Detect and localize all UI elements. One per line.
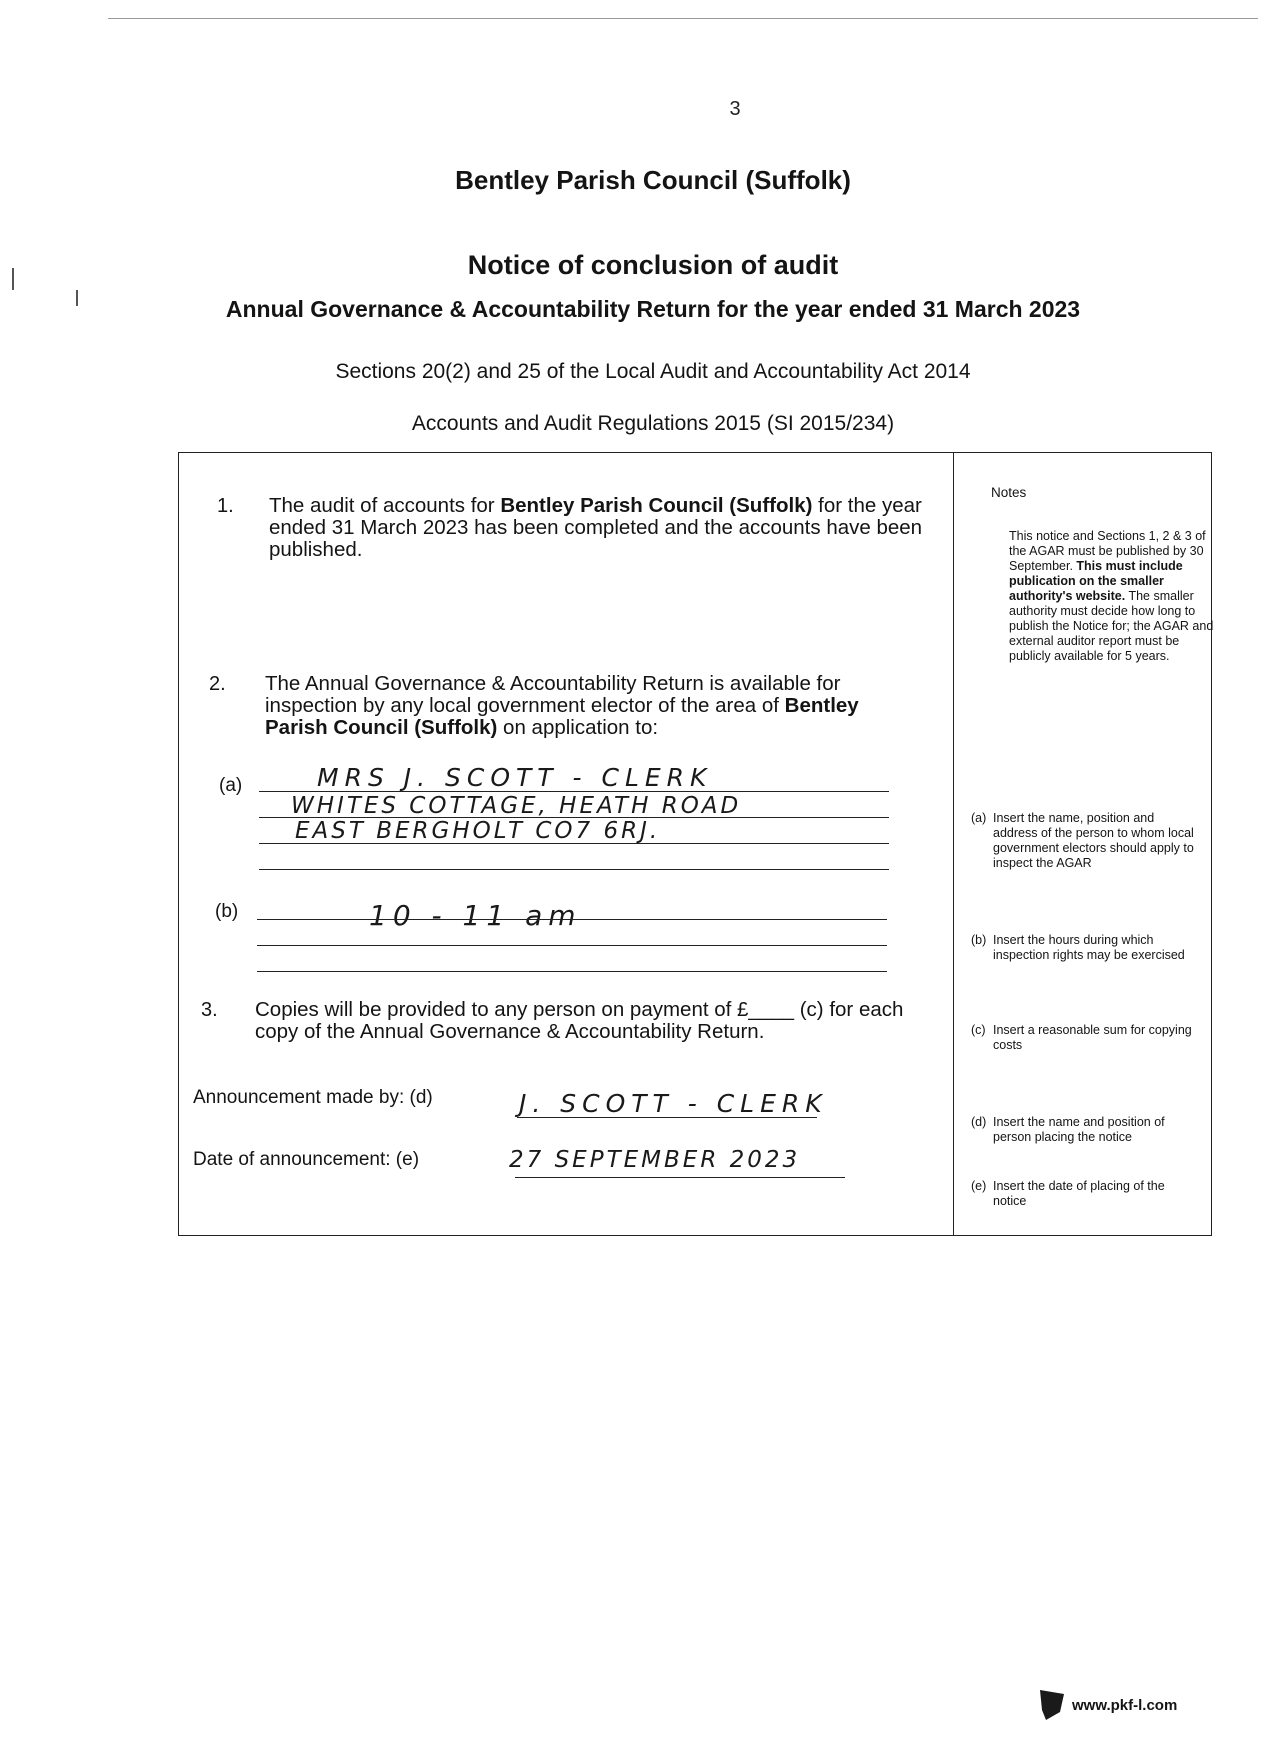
item-1-text: The audit of accounts for Bentley Parish Council (Suffolk) for the year ended 31 March 2023 has been completed and the accounts have been published. xyxy=(269,494,923,561)
note-a-text: Insert the name, position and address of the person to whom local government electors should apply to inspect the AGAR xyxy=(993,811,1194,870)
notes-main-text: This notice and Sections 1, 2 & 3 of the AGAR must be published by 30 September. This must include publication on the smaller authority's website. The smaller authority must decide how long to publish the Notice for; the AGAR and external auditor report must be publicly available for 5 years. xyxy=(1009,529,1214,663)
field-a-line-1: MRS J. SCOTT - CLERK xyxy=(317,763,713,792)
field-e-rule xyxy=(515,1177,845,1178)
field-a-rule-3 xyxy=(259,843,889,844)
note-d xyxy=(971,1115,1201,1145)
field-b-value: 10 - 11 am xyxy=(369,899,582,932)
note-d-label: (d) xyxy=(971,1115,987,1129)
footer xyxy=(1040,1690,1177,1720)
notice-form-box xyxy=(178,452,1212,1236)
field-b-rule-1 xyxy=(257,919,887,920)
pkf-logo-icon xyxy=(1040,1690,1064,1720)
field-d-label: Announcement made by: (d) xyxy=(193,1087,433,1108)
legislation-line-1: Sections 20(2) and 25 of the Local Audit and Accountability Act 2014 xyxy=(335,360,971,383)
legislation-line-2: Accounts and Audit Regulations 2015 (SI 2015/234) xyxy=(411,412,895,435)
field-a-rule-1 xyxy=(259,791,889,792)
note-a-label: (a) xyxy=(971,811,987,825)
field-d-rule xyxy=(517,1117,817,1118)
note-e xyxy=(971,1179,1201,1209)
note-b-text: Insert the hours during which inspection rights may be exercised xyxy=(993,933,1185,962)
scan-speck xyxy=(76,290,78,306)
note-c xyxy=(971,1023,1201,1053)
field-e-label: Date of announcement: (e) xyxy=(193,1149,420,1170)
note-a xyxy=(971,811,1201,871)
note-d-text: Insert the name and position of person placing the notice xyxy=(993,1115,1165,1144)
field-a-line-2: WHITES COTTAGE, HEATH ROAD xyxy=(291,793,742,819)
field-e-value: 27 SEPTEMBER 2023 xyxy=(509,1147,801,1173)
field-b-rule-3 xyxy=(257,971,887,972)
note-c-label: (c) xyxy=(971,1023,986,1037)
field-d-value: J. SCOTT - CLERK xyxy=(519,1089,828,1118)
item-2-number: 2. xyxy=(209,673,226,695)
council-name: Bentley Parish Council (Suffolk) xyxy=(455,165,851,195)
field-a-rule-4 xyxy=(259,869,889,870)
note-e-text: Insert the date of placing of the notice xyxy=(993,1179,1165,1208)
item-3-text: Copies will be provided to any person on payment of £____ (c) for each copy of the Annual Governance & Accountability Return. xyxy=(255,998,904,1043)
note-b-label: (b) xyxy=(971,933,987,947)
return-title: Annual Governance & Accountability Return for the year ended 31 March 2023 xyxy=(225,296,1081,322)
field-a-line-3: EAST BERGHOLT CO7 6RJ. xyxy=(295,818,661,844)
notes-heading: Notes xyxy=(991,485,1027,500)
item-1-number: 1. xyxy=(217,495,234,517)
field-a-rule-2 xyxy=(259,817,889,818)
top-rule xyxy=(108,18,1258,19)
item-3-number: 3. xyxy=(201,999,218,1021)
footer-url: www.pkf-l.com xyxy=(1072,1696,1178,1714)
page-number: 3 xyxy=(729,98,741,120)
note-b xyxy=(971,933,1201,963)
field-a-label: (a) xyxy=(219,775,243,796)
item-2-text: The Annual Governance & Accountability Return is available for inspection by any local government elector of the area of Bentley Parish Council (Suffolk) on application to: xyxy=(265,672,859,739)
field-b-label: (b) xyxy=(215,901,239,922)
note-c-text: Insert a reasonable sum for copying costs xyxy=(993,1023,1192,1052)
notes-divider xyxy=(953,453,954,1235)
note-e-label: (e) xyxy=(971,1179,987,1193)
scan-speck xyxy=(12,268,14,290)
notice-title: Notice of conclusion of audit xyxy=(467,250,839,280)
field-b-rule-2 xyxy=(257,945,887,946)
